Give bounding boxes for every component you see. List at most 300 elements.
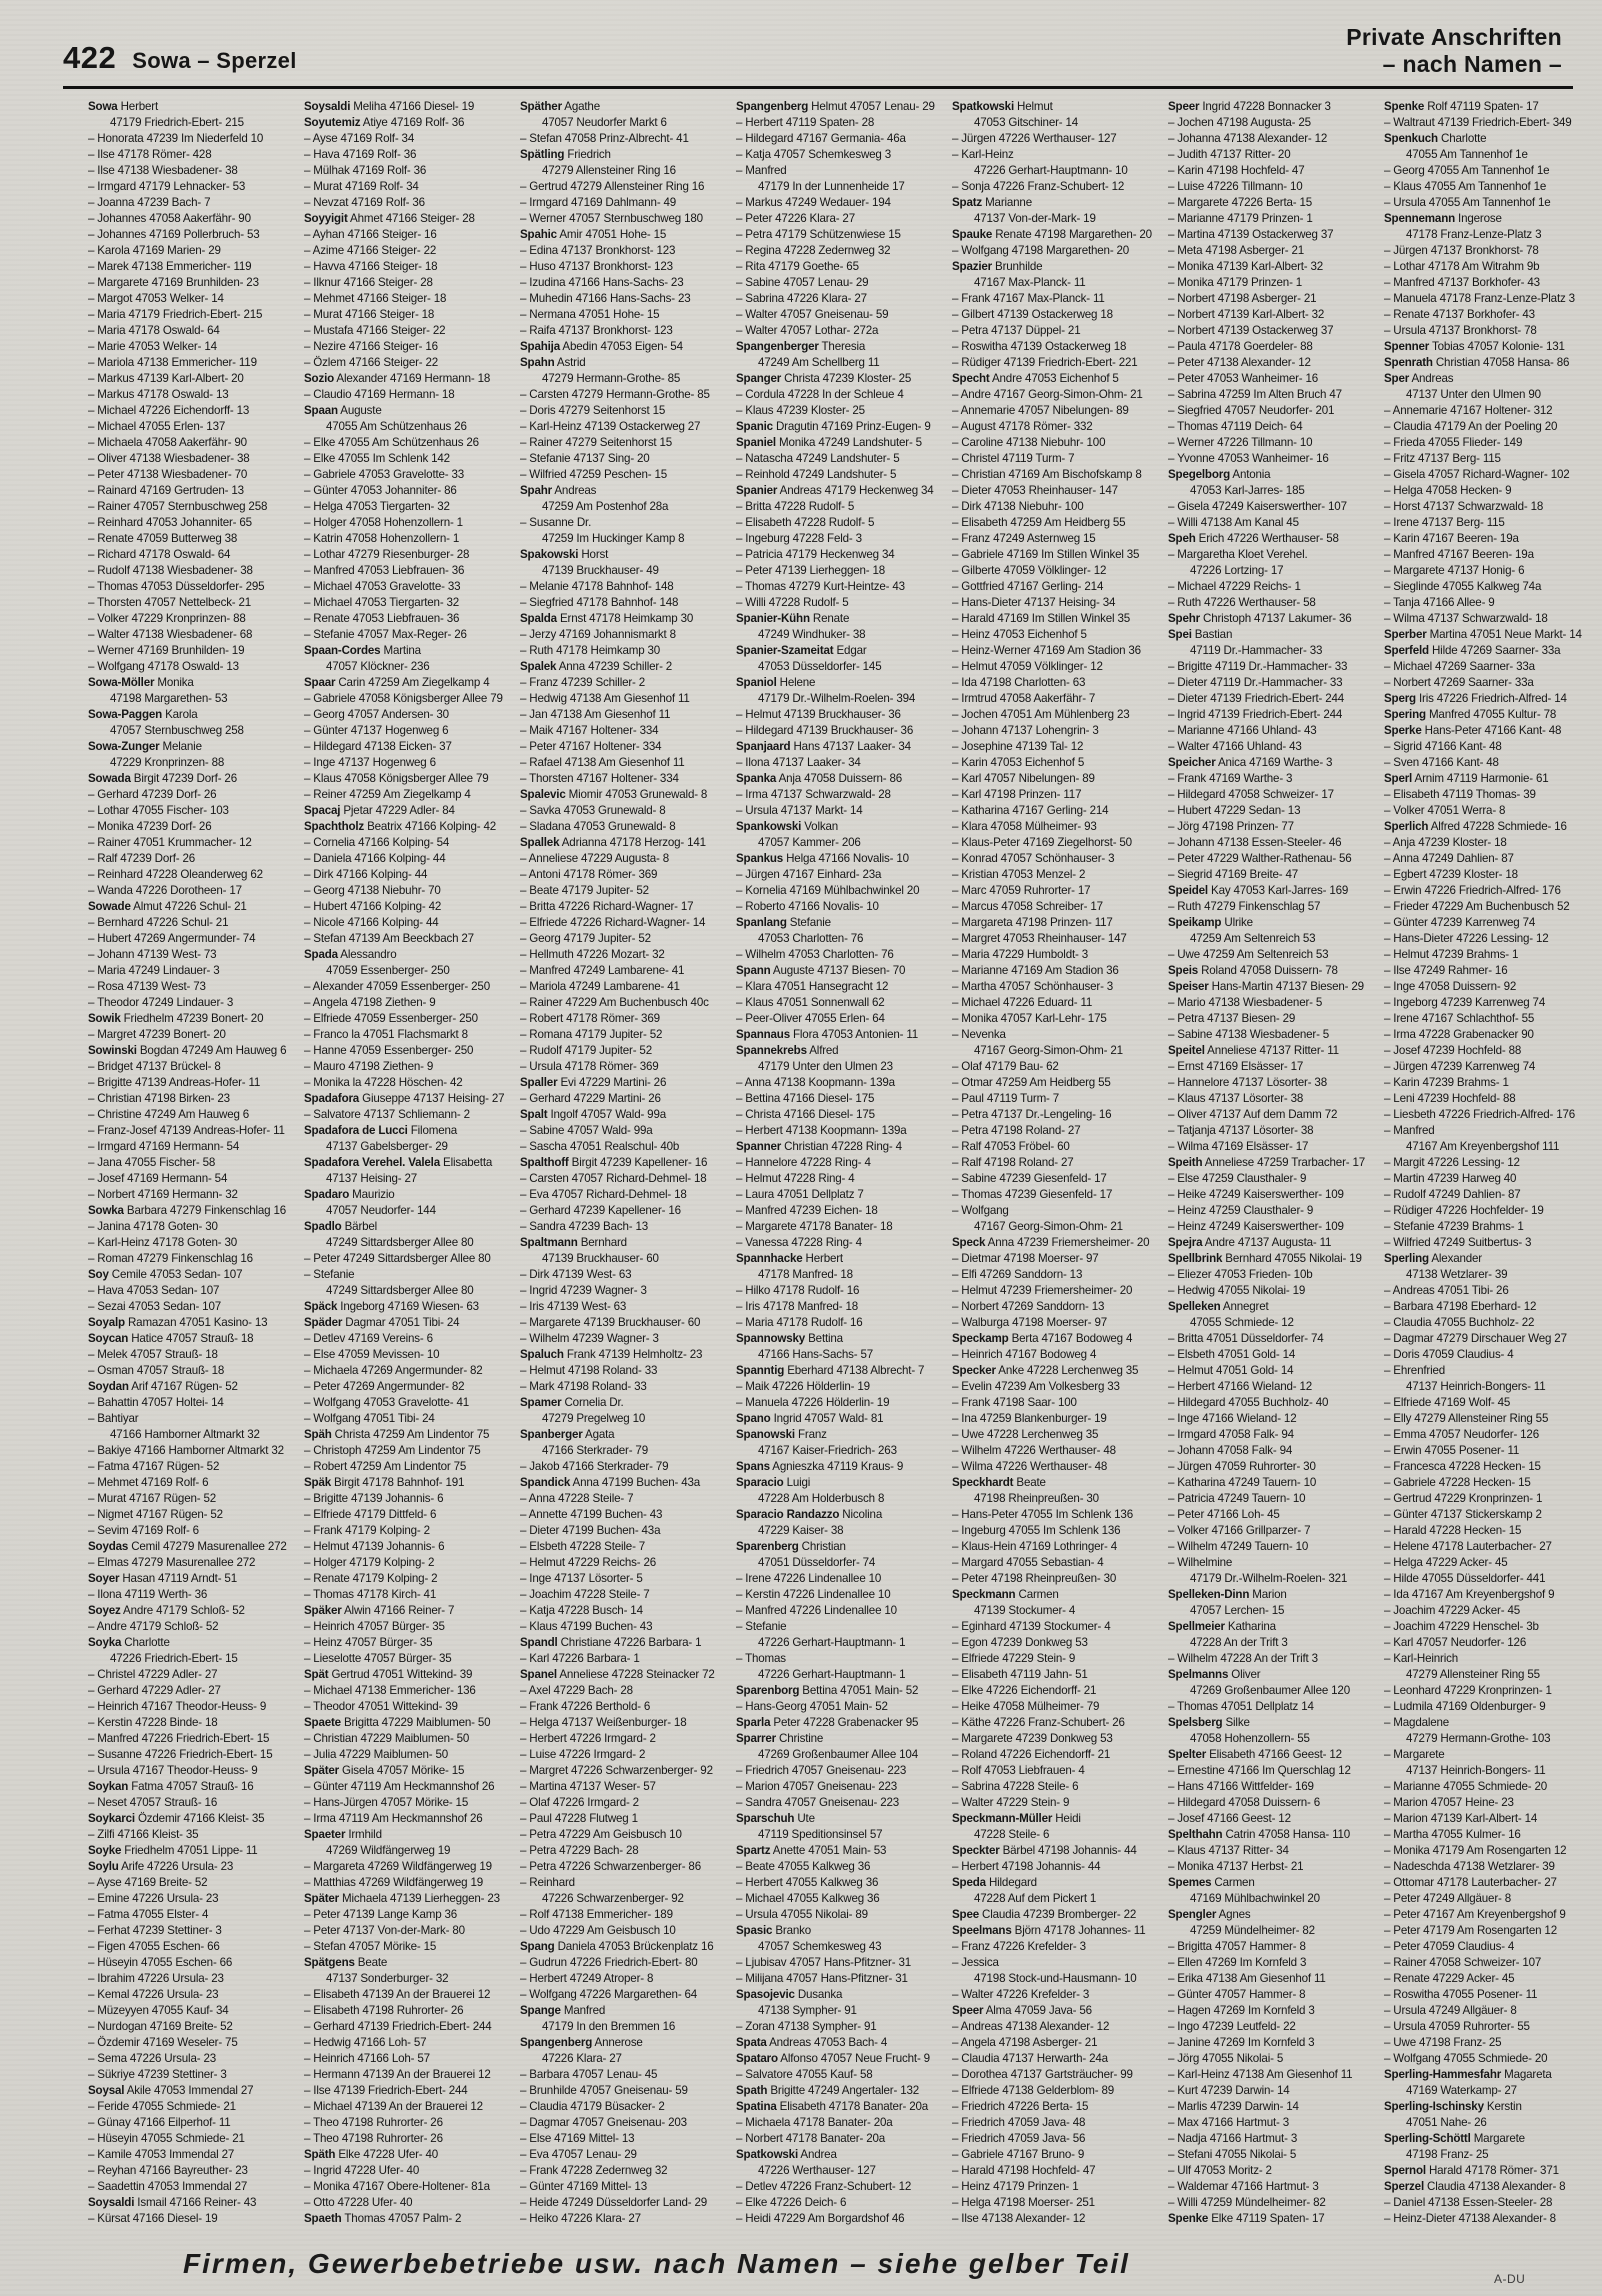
directory-entry-line: – Margaretha Kloet Verehel. — [1168, 548, 1308, 561]
directory-entry-line: – Ernestine 47166 Im Querschlag 12 — [1168, 1764, 1351, 1777]
directory-entry-line: – Murat 47166 Steiger- 18 — [304, 308, 435, 321]
directory-entry-line: – Norbert 47178 Banater- 20a — [736, 2132, 886, 2145]
directory-entry-line: 47229 Kaiser- 38 — [758, 1524, 844, 1537]
directory-entry-line: – Hagen 47269 Im Kornfeld 3 — [1168, 2004, 1315, 2017]
directory-entry-line: – Holger 47179 Kolping- 2 — [304, 1556, 435, 1569]
directory-entry-line: Spazier Brunhilde — [952, 260, 1043, 273]
directory-entry-line: – Karin 47239 Brahms- 1 — [1384, 1076, 1509, 1089]
surname: Spasojevic — [736, 1988, 795, 2001]
directory-entry-line: Sparenberg Christian — [736, 1540, 846, 1553]
directory-entry-line: – Herbert 47138 Koopmann- 139a — [736, 1124, 907, 1137]
directory-entry-line: – Irmgard 47179 Lehnacker- 53 — [88, 180, 246, 193]
directory-entry-line: Sperfeld Hilde 47269 Saarner- 33a — [1384, 644, 1561, 657]
directory-entry-line: Spaar Carin 47259 Am Ziegelkamp 4 — [304, 676, 490, 689]
directory-entry-line: – Wilfried 47249 Suitbertus- 3 — [1384, 1236, 1532, 1249]
directory-entry-line: 47053 Gitschiner- 14 — [974, 116, 1079, 129]
directory-entry-line: – Friedrich 47226 Berta- 15 — [952, 2100, 1089, 2113]
surname: Spelleken — [1168, 1300, 1221, 1313]
directory-entry-line: – Marion 47057 Gneisenau- 223 — [736, 1780, 898, 1793]
directory-entry-line: Soy Cemile 47053 Sedan- 107 — [88, 1268, 243, 1281]
directory-entry-line: Sperling Alexander — [1384, 1252, 1482, 1265]
surname: Spaniel — [736, 436, 776, 449]
directory-entry-line: Speidel Kay 47053 Karl-Jarres- 169 — [1168, 884, 1349, 897]
directory-entry-line: 47249 Am Schellberg 11 — [758, 356, 880, 369]
directory-entry-line: 47138 Sympher- 91 — [758, 2004, 857, 2017]
directory-entry-line: – Frank 47198 Saar- 100 — [952, 1396, 1077, 1409]
surname: Spaniol — [736, 676, 777, 689]
surname: Sparschuh — [736, 1812, 795, 1825]
directory-entry-line: – Thomas 47053 Düsseldorfer- 295 — [88, 580, 265, 593]
surname: Spada — [304, 948, 338, 961]
directory-entry-line: 47226 Gerhart-Hauptmann- 1 — [758, 1636, 906, 1649]
directory-entry-line: – Manuela 47226 Hölderlin- 19 — [736, 1396, 890, 1409]
directory-entry-line: – Elisabeth 47259 Am Heidberg 55 — [952, 516, 1126, 529]
directory-entry-line: – Harald 47228 Hecken- 15 — [1384, 1524, 1522, 1537]
directory-entry-line: – Peter 47229 Walther-Rathenau- 56 — [1168, 852, 1352, 865]
surname: Spandick — [520, 1476, 571, 1489]
directory-entry-line: – Ruth 47226 Werthauser- 58 — [1168, 596, 1316, 609]
surname: Spanjaard — [736, 740, 791, 753]
directory-entry-line: – Honorata 47239 Im Niederfeld 10 — [88, 132, 264, 145]
directory-entry-line: – Norbert 47269 Sanddorn- 13 — [952, 1300, 1105, 1313]
directory-entry-line: – Mariola 47249 Lambarene- 41 — [520, 980, 680, 993]
directory-entry-line: 47166 Hamborner Altmarkt 32 — [110, 1428, 260, 1441]
directory-entry-line: Spahr Andreas — [520, 484, 597, 497]
directory-entry-line: – Manfred 47226 Lindenallee 10 — [736, 1604, 897, 1617]
directory-entry-line: Spaltmann Bernhard — [520, 1236, 627, 1249]
surname: Spelleken-Dinn — [1168, 1588, 1250, 1601]
directory-entry-line: – Johann 47139 West- 73 — [88, 948, 217, 961]
surname: Spät — [304, 1668, 329, 1681]
page-header-right — [1346, 24, 1562, 78]
directory-entry-line: Sparrer Christine — [736, 1732, 824, 1745]
surname: Sperg — [1384, 692, 1416, 705]
directory-entry-line: – Annemarie 47057 Nibelungen- 89 — [952, 404, 1129, 417]
directory-entry-line: – Margarete 47239 Donkweg 53 — [952, 1732, 1113, 1745]
directory-entry-line: Spät Gertrud 47051 Wittekind- 39 — [304, 1668, 473, 1681]
directory-entry-line: Sper Andreas — [1384, 372, 1454, 385]
directory-entry-line: – Petra 47137 Dr.-Lengeling- 16 — [952, 1108, 1112, 1121]
directory-entry-line: – Marianne 47179 Prinzen- 1 — [1168, 212, 1313, 225]
directory-entry-line: – Michael 47269 Saarner- 33a — [1384, 660, 1535, 673]
directory-entry-line: 47137 Heising- 27 — [326, 1172, 418, 1185]
directory-entry-line: 47228 Steile- 6 — [974, 1828, 1050, 1841]
directory-entry-line: – Gabriele 47228 Hecken- 15 — [1384, 1476, 1531, 1489]
directory-entry-line: – Monika la 47228 Höschen- 42 — [304, 1076, 463, 1089]
directory-entry-line: – Ingrid 47228 Ufer- 40 — [304, 2164, 420, 2177]
directory-column-1 — [88, 99, 289, 2227]
surname: Specht — [952, 372, 990, 385]
directory-entry-line: – Müzeyyen 47055 Kauf- 34 — [88, 2004, 229, 2017]
directory-entry-line: – Markus 47139 Karl-Albert- 20 — [88, 372, 244, 385]
directory-entry-line: – Melanie 47178 Bahnhof- 148 — [520, 580, 674, 593]
directory-entry-line: – Helene 47178 Lauterbacher- 27 — [1384, 1540, 1552, 1553]
directory-entry-line: – Katja 47057 Schemkesweg 3 — [736, 148, 891, 161]
surname: Spering — [1384, 708, 1426, 721]
directory-entry-line: – Rainer 47279 Seitenhorst 15 — [520, 436, 673, 449]
surname: Soy — [88, 1268, 109, 1281]
surname: Speiser — [1168, 980, 1209, 993]
directory-entry-line: Sowa-Paggen Karola — [88, 708, 198, 721]
directory-entry-line: Späker Alwin 47166 Reiner- 7 — [304, 1604, 455, 1617]
directory-entry-line: Späh Christa 47259 Am Lindentor 75 — [304, 1428, 490, 1441]
directory-entry-line: – Udo 47229 Am Geisbusch 10 — [520, 1924, 676, 1937]
directory-entry-line: – Elsbeth 47228 Steile- 7 — [520, 1540, 646, 1553]
directory-entry-line: – Elfriede 47059 Essenberger- 250 — [304, 1012, 478, 1025]
directory-column-7 — [1384, 99, 1585, 2227]
directory-entry-line: – Michael 47053 Gravelotte- 33 — [304, 580, 461, 593]
directory-entry-line: – Doris 47279 Seitenhorst 15 — [520, 404, 666, 417]
directory-entry-line: – Klara 47058 Mülheimer- 93 — [952, 820, 1097, 833]
directory-entry-line: – Karl-Heinz 47178 Goten- 30 — [88, 1236, 237, 1249]
directory-entry-line: – Frank 47226 Berthold- 6 — [520, 1700, 651, 1713]
directory-entry-line: – Herbert 47249 Atroper- 8 — [520, 1972, 654, 1985]
directory-entry-line: – Karl-Heinz — [952, 148, 1014, 161]
directory-entry-line: Spemes Carmen — [1168, 1876, 1255, 1889]
directory-entry-line: – Peter 47138 Alexander- 12 — [1168, 356, 1311, 369]
directory-entry-line: – Ernst 47169 Elsässer- 17 — [1168, 1060, 1304, 1073]
directory-entry-line: – Michaela 47058 Aakerfähr- 90 — [88, 436, 247, 449]
directory-entry-line: Spelleken-Dinn Marion — [1168, 1588, 1287, 1601]
directory-entry-line: – Ehrenfried — [1384, 1364, 1445, 1377]
directory-entry-line: – Nezire 47166 Steiger- 16 — [304, 340, 438, 353]
directory-entry-line: Spangenberg Annerose — [520, 2036, 643, 2049]
directory-entry-line: – Thomas 47279 Kurt-Heintze- 43 — [736, 580, 905, 593]
surname: Sowik — [88, 1012, 121, 1025]
directory-entry-line: Spehr Christoph 47137 Lakumer- 36 — [1168, 612, 1352, 625]
directory-entry-line: – Hubert 47269 Angermunder- 74 — [88, 932, 256, 945]
directory-entry-line: – Petra 47229 Bach- 28 — [520, 1844, 639, 1857]
directory-entry-line: – Ayse 47169 Rolf- 34 — [304, 132, 415, 145]
directory-entry-line: – Ilse 47138 Alexander- 12 — [952, 2212, 1086, 2225]
surname: Spatkowski — [952, 100, 1014, 113]
directory-entry-line: – Sabine 47138 Wiesbadener- 5 — [1168, 1028, 1330, 1041]
directory-entry-line: 47198 Rheinpreußen- 30 — [974, 1492, 1099, 1505]
directory-entry-line: – Georg 47055 Am Tannenhof 1e — [1384, 164, 1550, 177]
surname: Spankowski — [736, 820, 802, 833]
directory-entry-line: – Frank 47179 Kolping- 2 — [304, 1524, 430, 1537]
header-rule — [63, 86, 1573, 89]
directory-entry-line: – Ursula 47059 Ruhrorter- 55 — [1384, 2020, 1530, 2033]
directory-entry-line: – Rafael 47138 Am Giesenhof 11 — [520, 756, 685, 769]
directory-entry-line: – Ida 47198 Charlotten- 63 — [952, 676, 1086, 689]
directory-entry-line: – Herbert 47055 Kalkweg 36 — [736, 1876, 879, 1889]
directory-entry-line: Speer Alma 47059 Java- 56 — [952, 2004, 1092, 2017]
directory-entry-line: – Hannelore 47228 Ring- 4 — [736, 1156, 871, 1169]
surname: Speckter — [952, 1844, 1000, 1857]
directory-entry-line: – Andreas 47138 Alexander- 12 — [952, 2020, 1110, 2033]
surname: Spankus — [736, 852, 784, 865]
directory-entry-line: – Sven 47166 Kant- 48 — [1384, 756, 1499, 769]
directory-entry-line: – Dorothea 47137 Gartsträucher- 99 — [952, 2068, 1133, 2081]
directory-entry-line: – Werner 47226 Tillmann- 10 — [1168, 436, 1313, 449]
directory-entry-line: 47179 Dr.-Wilhelm-Roelen- 394 — [758, 692, 916, 705]
directory-entry-line: 47057 Lerchen- 15 — [1190, 1604, 1285, 1617]
directory-entry-line: – Detlev 47226 Franz-Schubert- 12 — [736, 2180, 912, 2193]
directory-entry-line: – Hans-Dieter 47226 Lessing- 12 — [1384, 932, 1549, 945]
directory-entry-line: – Wilhelm 47226 Werthauser- 48 — [952, 1444, 1116, 1457]
directory-entry-line: – Sezai 47053 Sedan- 107 — [88, 1300, 221, 1313]
directory-entry-line: Spei Bastian — [1168, 628, 1233, 641]
directory-entry-line: – Hannelore 47137 Lösorter- 38 — [1168, 1076, 1327, 1089]
directory-entry-line: – Max 47166 Hartmut- 3 — [1168, 2116, 1290, 2129]
directory-entry-line: – Gerhard 47229 Adler- 27 — [88, 1684, 221, 1697]
directory-entry-line: – Peter 47179 Am Rosengarten 12 — [1384, 1924, 1557, 1937]
directory-entry-line: – Reinhard — [520, 1876, 575, 1889]
directory-entry-line: Soydan Arif 47167 Rügen- 52 — [88, 1380, 238, 1393]
directory-entry-line: – Dirk 47139 West- 63 — [520, 1268, 632, 1281]
surname: Speidel — [1168, 884, 1208, 897]
directory-entry-line: Spadafora Verehel. Valela Elisabetta — [304, 1156, 493, 1169]
directory-entry-line: – Else 47059 Mevissen- 10 — [304, 1348, 440, 1361]
directory-entry-line: – Melek 47057 Strauß- 18 — [88, 1348, 218, 1361]
surname: Soyutemiz — [304, 116, 361, 129]
directory-entry-line: – Gilberte 47059 Völklinger- 12 — [952, 564, 1107, 577]
directory-entry-line: Soyutemiz Atiye 47169 Rolf- 36 — [304, 116, 465, 129]
surname: Spamer — [520, 1396, 562, 1409]
directory-entry-line: Spejra Andre 47137 Augusta- 11 — [1168, 1236, 1332, 1249]
surname: Sowa — [88, 100, 118, 113]
directory-entry-line: – Andreas 47051 Tibi- 26 — [1384, 1284, 1509, 1297]
directory-entry-line: – Helmut 47139 Johannis- 6 — [304, 1540, 445, 1553]
surname: Spadafora — [304, 1092, 360, 1105]
surname: Spartz — [736, 1844, 771, 1857]
directory-entry-line: – Ludmila 47169 Oldenburger- 9 — [1384, 1700, 1546, 1713]
directory-entry-line: – Christine 47249 Am Hauweg 6 — [88, 1108, 250, 1121]
directory-entry-line: – Walter 47226 Krefelder- 3 — [952, 1988, 1090, 2001]
directory-entry-line: Spenkuch Charlotte — [1384, 132, 1487, 145]
directory-entry-line: – Meta 47198 Asberger- 21 — [1168, 244, 1305, 257]
directory-entry-line: – Kristian 47053 Menzel- 2 — [952, 868, 1086, 881]
directory-entry-line: – Nicole 47166 Kolping- 44 — [304, 916, 439, 929]
directory-entry-line: 47226 Schwarzenberger- 92 — [542, 1892, 684, 1905]
directory-entry-line: – Volker 47229 Kronprinzen- 88 — [88, 612, 246, 625]
directory-entry-line: – Stefanie 47239 Brahms- 1 — [1384, 1220, 1524, 1233]
directory-entry-line: – Frank 47228 Zedernweg 32 — [520, 2164, 668, 2177]
directory-entry-line: – Barbara 47198 Eberhard- 12 — [1384, 1300, 1537, 1313]
directory-entry-line: – Ingeborg 47239 Karrenweg 74 — [1384, 996, 1546, 1009]
surname: Spenner — [1384, 340, 1430, 353]
directory-entry-line: – Cordula 47228 In der Schleue 4 — [736, 388, 904, 401]
directory-entry-line: – Irene 47167 Schlachthof- 55 — [1384, 1012, 1535, 1025]
directory-entry-line: – Ursula 47137 Markt- 14 — [736, 804, 863, 817]
directory-entry-line: Spatkowski Andrea — [736, 2148, 837, 2161]
surname: Speckmann — [952, 1588, 1016, 1601]
directory-entry-line: 47279 Allensteiner Ring 55 — [1406, 1668, 1540, 1681]
directory-entry-line: – Wilma 47137 Schwarzwald- 18 — [1384, 612, 1548, 625]
directory-entry-line: – Inge 47058 Duissern- 92 — [1384, 980, 1517, 993]
directory-entry-line: – Marion 47139 Karl-Albert- 14 — [1384, 1812, 1538, 1825]
directory-entry-line: – Herbert 47198 Johannis- 44 — [952, 1860, 1101, 1873]
directory-entry-line: – Stefan 47139 Am Beeckbach 27 — [304, 932, 474, 945]
directory-entry-line: – Günter 47119 Am Heckmannshof 26 — [304, 1780, 495, 1793]
surname: Spannekrebs — [736, 1044, 807, 1057]
directory-entry-line: – Wolfgang 47178 Oswald- 13 — [88, 660, 239, 673]
directory-entry-line: Spasic Branko — [736, 1924, 812, 1937]
directory-entry-line: Spachtholz Beatrix 47166 Kolping- 42 — [304, 820, 497, 833]
directory-entry-line: Spanier-Kühn Renate — [736, 612, 850, 625]
surname: Sperling-Hammesfahr — [1384, 2068, 1502, 2081]
directory-entry-line: Später Gisela 47057 Mörike- 15 — [304, 1764, 465, 1777]
directory-entry-line: Spangenberger Theresia — [736, 340, 866, 353]
directory-entry-line: – Dagmar 47057 Gneisenau- 203 — [520, 2116, 687, 2129]
directory-entry-line: – Gerhard 47239 Dorf- 26 — [88, 788, 217, 801]
directory-entry-line: Spaeth Thomas 47057 Palm- 2 — [304, 2212, 462, 2225]
directory-entry-line: – Peter 47139 Lange Kamp 36 — [304, 1908, 458, 1921]
directory-entry-line: – Patricia 47179 Heckenweg 34 — [736, 548, 895, 561]
directory-entry-line: – Christa 47166 Diesel- 175 — [736, 1108, 875, 1121]
directory-entry-line: Speelmans Björn 47178 Johannes- 11 — [952, 1924, 1146, 1937]
surname: Spatkowski — [736, 2148, 798, 2161]
directory-entry-line: – Monika 47179 Am Rosengarten 12 — [1384, 1844, 1567, 1857]
directory-entry-line: – Michael 47055 Kalkweg 36 — [736, 1892, 880, 1905]
directory-entry-line: – Daniel 47138 Essen-Steeler- 28 — [1384, 2196, 1553, 2209]
surname: Speh — [1168, 532, 1196, 545]
directory-entry-line: – Mark 47198 Roland- 33 — [520, 1380, 647, 1393]
directory-entry-line: – Herbert 47226 Irmgard- 2 — [520, 1732, 656, 1745]
directory-entry-line: – Walter 47229 Stein- 9 — [952, 1796, 1070, 1809]
directory-entry-line: – Maria 47178 Rudolf- 16 — [736, 1316, 863, 1329]
directory-entry-line: 47138 Wetzlarer- 39 — [1406, 1268, 1508, 1281]
directory-entry-line: 47051 Düsseldorfer- 74 — [758, 1556, 876, 1569]
directory-entry-line: Sparla Peter 47228 Grabenacker 95 — [736, 1716, 919, 1729]
directory-entry-line: – Muhedin 47166 Hans-Sachs- 23 — [520, 292, 691, 305]
directory-entry-line: Spannaus Flora 47053 Antonien- 11 — [736, 1028, 919, 1041]
directory-entry-line: – Dieter 47053 Rheinhauser- 147 — [952, 484, 1118, 497]
surname: Spachtholz — [304, 820, 365, 833]
directory-entry-line: – Margarete 47169 Brunhilden- 23 — [88, 276, 259, 289]
directory-entry-line: – Elfriede 47169 Wolf- 45 — [1384, 1396, 1511, 1409]
directory-entry-line: – Jürgen 47137 Bronkhorst- 78 — [1384, 244, 1539, 257]
directory-entry-line: – Peter 47137 Von-der-Mark- 80 — [304, 1924, 465, 1937]
surname: Sowa-Zunger — [88, 740, 160, 753]
directory-entry-line: – Monika 47239 Dorf- 26 — [88, 820, 212, 833]
surname: Spanlang — [736, 916, 787, 929]
directory-entry-line: – Sigrid 47166 Kant- 48 — [1384, 740, 1502, 753]
surname: Späth — [304, 2148, 336, 2161]
directory-entry-line: – Judith 47137 Ritter- 20 — [1168, 148, 1291, 161]
directory-entry-line: Soyer Hasan 47119 Arndt- 51 — [88, 1572, 237, 1585]
directory-entry-line: – Azime 47166 Steiger- 22 — [304, 244, 437, 257]
directory-entry-line: – Hedwig 47166 Loh- 57 — [304, 2036, 427, 2049]
directory-entry-line: – Theo 47198 Ruhrorter- 26 — [304, 2116, 443, 2129]
directory-entry-line: – Michael 47138 Emmericher- 136 — [304, 1684, 476, 1697]
directory-entry-line: – Heinz 47053 Eichenhof 5 — [952, 628, 1087, 641]
directory-entry-line: – Ursula 47167 Theodor-Heuss- 9 — [88, 1764, 258, 1777]
directory-entry-line: – Wilhelm 47239 Wagner- 3 — [520, 1332, 659, 1345]
directory-entry-line: – Werner 47057 Sternbuschweg 180 — [520, 212, 703, 225]
directory-entry-line: – Harald 47169 Im Stillen Winkel 35 — [952, 612, 1131, 625]
directory-entry-line: Spangenberg Helmut 47057 Lenau- 29 — [736, 100, 935, 113]
directory-entry-line: – Britta 47228 Rudolf- 5 — [736, 500, 855, 513]
directory-entry-line: – Franco la 47051 Flachsmarkt 8 — [304, 1028, 468, 1041]
directory-entry-line: – Andre 47167 Georg-Simon-Ohm- 21 — [952, 388, 1143, 401]
directory-entry-line: Sowade Almut 47226 Schul- 21 — [88, 900, 247, 913]
directory-entry-line: Sperke Hans-Peter 47166 Kant- 48 — [1384, 724, 1562, 737]
directory-entry-line: – Manfred 47239 Eichen- 18 — [736, 1204, 878, 1217]
surname: Sowada — [88, 772, 131, 785]
surname: Spatz — [952, 196, 983, 209]
directory-entry-line: – Maik 47226 Hölderlin- 19 — [736, 1380, 870, 1393]
directory-entry-line: Spada Alessandro — [304, 948, 397, 961]
directory-entry-line: – Frank 47169 Warthe- 3 — [1168, 772, 1293, 785]
directory-entry-line: – Kerstin 47226 Lindenallee 10 — [736, 1588, 891, 1601]
surname: Spandl — [520, 1636, 558, 1649]
directory-entry-line: – Siegrid 47169 Breite- 47 — [1168, 868, 1299, 881]
directory-entry-line: – Theodor 47249 Lindauer- 3 — [88, 996, 234, 1009]
directory-entry-line: – Edina 47137 Bronkhorst- 123 — [520, 244, 676, 257]
directory-entry-line: – Thomas 47178 Kirch- 41 — [304, 1588, 437, 1601]
surname: Spanka — [736, 772, 777, 785]
directory-entry-line: – Susanne Dr. — [520, 516, 592, 529]
directory-entry-line: – Wolfgang 47051 Tibi- 24 — [304, 1412, 435, 1425]
surname: Spalek — [520, 660, 557, 673]
directory-entry-line: – Hubert 47166 Kolping- 42 — [304, 900, 442, 913]
directory-entry-line: 47057 Neudorfer- 144 — [326, 1204, 436, 1217]
directory-entry-line: Spanner Christian 47228 Ring- 4 — [736, 1140, 902, 1153]
surname: Spaan-Cordes — [304, 644, 381, 657]
directory-entry-line: – Luise 47226 Irmgard- 2 — [520, 1748, 646, 1761]
directory-entry-line: – Barbara 47057 Lenau- 45 — [520, 2068, 658, 2081]
directory-entry-line: Spelsberg Silke — [1168, 1716, 1250, 1729]
directory-entry-line: – Laura 47051 Dellplatz 7 — [736, 1188, 864, 1201]
directory-entry-line: 47057 Klöckner- 236 — [326, 660, 430, 673]
directory-entry-line: – Rainer 47229 Am Buchenbusch 40c — [520, 996, 709, 1009]
directory-entry-line: – Ulf 47053 Moritz- 2 — [1168, 2164, 1272, 2177]
directory-entry-line: – Peer-Oliver 47055 Erlen- 64 — [736, 1012, 885, 1025]
directory-entry-line: – Margret 47226 Schwarzenberger- 92 — [520, 1764, 713, 1777]
directory-entry-line: – Regina 47228 Zedernweg 32 — [736, 244, 891, 257]
directory-entry-line: – Rüdiger 47139 Friedrich-Ebert- 221 — [952, 356, 1138, 369]
surname: Spaeter — [304, 1828, 346, 1841]
directory-entry-line: Speda Hildegard — [952, 1876, 1037, 1889]
surname: Spanel — [520, 1668, 557, 1681]
directory-entry-line: 47269 Großenbaumer Allee 120 — [1190, 1684, 1350, 1697]
directory-entry-line: Soykan Fatma 47057 Strauß- 16 — [88, 1780, 254, 1793]
directory-entry-line: – Michael 47229 Reichs- 1 — [1168, 580, 1301, 593]
directory-entry-line: – Peter 47053 Wanheimer- 16 — [1168, 372, 1319, 385]
directory-entry-line: 47166 Sterkrader- 79 — [542, 1444, 648, 1457]
directory-entry-line: – Beate 47179 Jupiter- 52 — [520, 884, 649, 897]
directory-entry-line: – Marie 47053 Welker- 14 — [88, 340, 217, 353]
directory-entry-line: – Erwin 47226 Friedrich-Alfred- 176 — [1384, 884, 1561, 897]
surname: Sozio — [304, 372, 335, 385]
directory-entry-line: – Elmas 47279 Masurenallee 272 — [88, 1556, 256, 1569]
surname: Speikamp — [1168, 916, 1222, 929]
directory-entry-line: – Margarete 47137 Honig- 6 — [1384, 564, 1525, 577]
directory-entry-line: Soyalp Ramazan 47051 Kasino- 13 — [88, 1316, 268, 1329]
directory-entry-line: – Tatjanja 47137 Lösorter- 38 — [1168, 1124, 1314, 1137]
directory-entry-line: Speitel Anneliese 47137 Ritter- 11 — [1168, 1044, 1339, 1057]
directory-entry-line: – Franz 47239 Schiller- 2 — [520, 676, 646, 689]
directory-entry-line: – Helmut 47139 Bruckhauser- 36 — [736, 708, 901, 721]
surname: Spann — [736, 964, 771, 977]
directory-entry-line: – Carsten 47057 Richard-Dehmel- 18 — [520, 1172, 707, 1185]
directory-entry-line: – Oliver 47137 Auf dem Damm 72 — [1168, 1108, 1338, 1121]
directory-entry-line: – Eva 47057 Lenau- 29 — [520, 2148, 637, 2161]
directory-entry-line: 47139 Bruckhauser- 49 — [542, 564, 659, 577]
surname: Soydas — [88, 1540, 129, 1553]
surname: Spaar — [304, 676, 336, 689]
surname: Sparenberg — [736, 1540, 799, 1553]
directory-entry-line: – Günter 47169 Mittel- 13 — [520, 2180, 647, 2193]
surname: Sperling — [1384, 1252, 1429, 1265]
directory-entry-line: – Franz-Josef 47139 Andreas-Hofer- 11 — [88, 1124, 285, 1137]
directory-entry-line: – Dieter 47139 Friedrich-Ebert- 244 — [1168, 692, 1345, 705]
surname: Soysal — [88, 2084, 125, 2097]
directory-entry-line: – Wilma 47226 Werthauser- 48 — [952, 1460, 1108, 1473]
directory-entry-line: – Werner 47169 Brunhilden- 19 — [88, 644, 245, 657]
